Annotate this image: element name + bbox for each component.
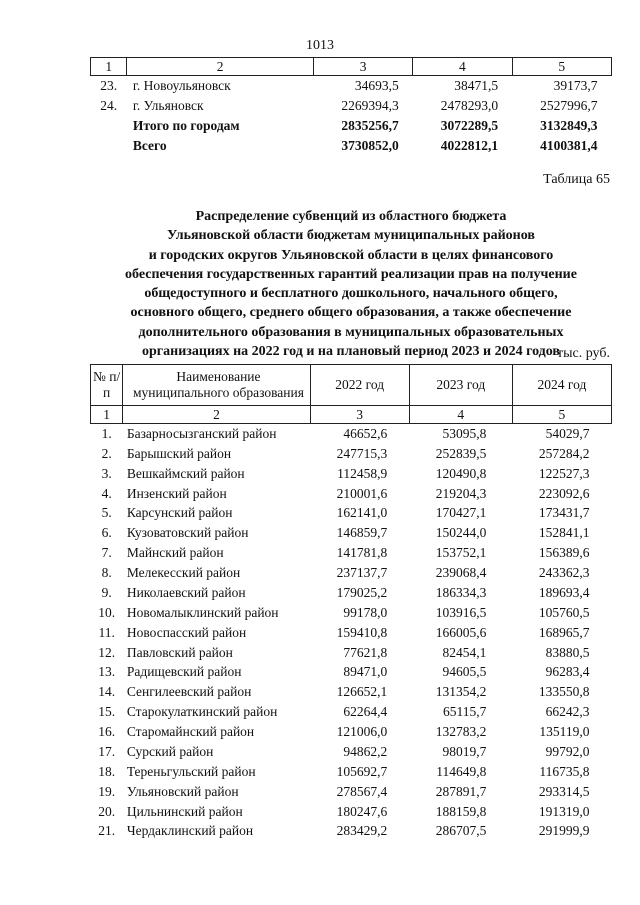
value-2022: 2269394,3	[341, 98, 399, 113]
value-2023: 188159,8	[435, 803, 487, 819]
row-number: 4.	[101, 485, 112, 501]
value-2023: 186334,3	[435, 584, 487, 600]
table-row	[91, 96, 612, 116]
value-2024: 54029,7	[545, 425, 590, 441]
municipality-name: Мелекесский район	[126, 565, 241, 581]
row-number: 17.	[98, 743, 116, 759]
table-row	[91, 523, 612, 543]
value-2022: 2835256,7	[341, 118, 399, 133]
continuation-header-row	[91, 58, 612, 76]
header-2022: 2022 год	[310, 365, 409, 406]
table-row	[91, 722, 612, 742]
table-row	[91, 742, 612, 762]
value-2022: 34693,5	[354, 78, 399, 93]
row-number: 20.	[98, 803, 116, 819]
value-2022: 62264,4	[343, 704, 388, 720]
title-line: организациях на 2022 год и на плановый период 2023 и 2024 годов	[142, 344, 560, 360]
value-2022: 162141,0	[336, 505, 388, 521]
row-number: 12.	[98, 644, 116, 660]
value-2022: 210001,6	[336, 485, 388, 501]
title-line: Ульяновской области бюджетам муниципальных районов	[167, 228, 535, 244]
page-number: 1013	[306, 38, 334, 53]
row-number: 21.	[98, 823, 116, 839]
value-2024: 243362,3	[538, 565, 590, 581]
municipality-name: Карсунский район	[126, 505, 233, 521]
row-number: 16.	[98, 724, 116, 740]
municipality-name: г. Новоульяновск	[132, 78, 231, 93]
municipality-name: Вешкаймский район	[126, 465, 245, 481]
value-2023: 53095,8	[442, 425, 487, 441]
value-2022: 77621,8	[343, 644, 388, 660]
value-2024: 2527996,7	[540, 98, 598, 113]
value-2023: 65115,7	[442, 704, 487, 720]
table-row	[91, 782, 612, 802]
total-label: Итого по городам	[132, 118, 240, 133]
value-2024: 105760,5	[538, 604, 590, 620]
table-row	[91, 682, 612, 702]
column-number: 5	[512, 406, 611, 424]
municipality-name: Кузоватовский район	[126, 525, 249, 541]
value-2023: 287891,7	[435, 783, 487, 799]
header-name: Наименование муниципального образования	[123, 365, 310, 406]
value-2024: 122527,3	[538, 465, 590, 481]
value-2023: 120490,8	[435, 465, 487, 481]
value-2023: 153752,1	[435, 545, 487, 561]
header-cell: 4	[413, 58, 512, 76]
main-header-row	[91, 365, 612, 406]
municipality-name: Николаевский район	[126, 584, 246, 600]
row-number: 1.	[101, 425, 112, 441]
table-row	[91, 663, 612, 683]
value-2022: 141781,8	[336, 545, 388, 561]
total-label: Всего	[132, 138, 167, 153]
value-2023: 3072289,5	[440, 118, 499, 133]
title-line: основного общего, среднего общего образования, а также обеспечение	[130, 305, 572, 321]
value-2022: 278567,4	[336, 783, 388, 799]
value-2024: 96283,4	[545, 664, 590, 680]
row-number: 5.	[101, 505, 112, 521]
table-row	[91, 762, 612, 782]
value-2024: 191319,0	[538, 803, 590, 819]
header-2023: 2023 год	[409, 365, 512, 406]
value-2024: 173431,7	[538, 505, 590, 521]
value-2023: 286707,5	[435, 823, 487, 839]
value-2024: 133550,8	[538, 684, 590, 700]
municipality-name: Цильнинский район	[126, 803, 243, 819]
value-2022: 159410,8	[336, 624, 388, 640]
table-row	[91, 504, 612, 524]
value-2022: 180247,6	[336, 803, 388, 819]
value-2024: 4100381,4	[540, 138, 598, 153]
value-2024: 156389,6	[538, 545, 590, 561]
table-row	[91, 444, 612, 464]
value-2024: 152841,1	[538, 525, 590, 541]
column-number: 1	[91, 406, 123, 424]
header-cell: 3	[313, 58, 412, 76]
value-2023: 131354,2	[435, 684, 487, 700]
municipality-name: г. Ульяновск	[132, 98, 204, 113]
value-2024: 223092,6	[538, 485, 590, 501]
row-number: 23.	[100, 78, 118, 93]
value-2024: 66242,3	[545, 704, 590, 720]
column-number-row	[91, 406, 612, 424]
table-title	[90, 207, 612, 361]
units-label: тыс. руб.	[557, 346, 610, 361]
value-2023: 150244,0	[435, 525, 487, 541]
value-2022: 247715,3	[336, 445, 388, 461]
title-line: общедоступного и бесплатного дошкольного, начального общего,	[144, 286, 558, 302]
row-number: 7.	[101, 545, 112, 561]
row-number: 2.	[101, 445, 112, 461]
value-2022: 46652,6	[343, 425, 388, 441]
value-2022: 89471,0	[343, 664, 388, 680]
value-2024: 39173,7	[553, 78, 598, 93]
value-2023: 4022812,1	[440, 138, 499, 153]
municipality-name: Ульяновский район	[126, 783, 239, 799]
title-line: дополнительного образования в муниципальных образовательных	[138, 324, 564, 340]
value-2023: 38471,5	[454, 78, 499, 93]
value-2023: 252839,5	[435, 445, 487, 461]
table-row	[91, 583, 612, 603]
value-2023: 239068,4	[435, 565, 487, 581]
row-number: 24.	[100, 98, 118, 113]
subvention-table	[90, 364, 612, 841]
total-row-all	[91, 136, 612, 156]
value-2024: 135119,0	[539, 724, 590, 740]
column-number: 3	[310, 406, 409, 424]
value-2024: 168965,7	[538, 624, 590, 640]
row-number: 15.	[98, 704, 116, 720]
table-row	[91, 484, 612, 504]
row-number: 10.	[98, 604, 116, 620]
value-2022: 237137,7	[336, 565, 388, 581]
table-row	[91, 702, 612, 722]
value-2023: 2478293,0	[440, 98, 499, 113]
value-2023: 103916,5	[435, 604, 487, 620]
municipality-name: Барышский район	[126, 445, 232, 461]
total-row-cities	[91, 116, 612, 136]
table-row	[91, 822, 612, 842]
value-2023: 94605,5	[442, 664, 487, 680]
row-number: 19.	[98, 783, 116, 799]
header-cell: 1	[91, 58, 127, 76]
row-number: 14.	[98, 684, 116, 700]
value-2022: 179025,2	[336, 584, 388, 600]
row-number: 9.	[101, 584, 112, 600]
continuation-table	[90, 57, 612, 156]
table-row	[91, 643, 612, 663]
row-number: 18.	[98, 763, 116, 779]
value-2022: 94862,2	[343, 743, 388, 759]
municipality-name: Сенгилеевский район	[126, 684, 252, 700]
municipality-name: Инзенский район	[126, 485, 227, 501]
value-2022: 99178,0	[343, 604, 388, 620]
header-num: № п/п	[91, 365, 123, 406]
value-2023: 82454,1	[442, 644, 487, 660]
value-2024: 293314,5	[538, 783, 590, 799]
value-2024: 99792,0	[545, 743, 590, 759]
column-number: 2	[123, 406, 310, 424]
title-line: Распределение субвенций из областного бюджета	[195, 209, 507, 224]
value-2024: 83880,5	[545, 644, 590, 660]
municipality-name: Старокулаткинский район	[126, 704, 278, 720]
value-2022: 105692,7	[336, 763, 388, 779]
row-number: 3.	[101, 465, 112, 481]
row-number: 13.	[98, 664, 116, 680]
column-number: 4	[409, 406, 512, 424]
row-number: 6.	[101, 525, 112, 541]
table-caption: Таблица 65	[543, 172, 610, 187]
value-2024: 257284,2	[538, 445, 590, 461]
value-2023: 166005,6	[435, 624, 487, 640]
value-2023: 132783,2	[435, 724, 487, 740]
value-2022: 3730852,0	[341, 138, 399, 153]
header-cell: 5	[512, 58, 611, 76]
value-2023: 170427,1	[435, 505, 487, 521]
table-row	[91, 603, 612, 623]
value-2022: 112458,9	[337, 465, 388, 481]
value-2022: 121006,0	[336, 724, 388, 740]
value-2023: 114649,8	[436, 763, 487, 779]
header-cell: 2	[127, 58, 314, 76]
value-2024: 3132849,3	[540, 118, 598, 133]
table-row	[91, 464, 612, 484]
municipality-name: Тереньгульский район	[126, 763, 256, 779]
municipality-name: Павловский район	[126, 644, 233, 660]
table-row	[91, 563, 612, 583]
table-row	[91, 802, 612, 822]
value-2023: 219204,3	[435, 485, 487, 501]
municipality-name: Новомалыклинский район	[126, 604, 279, 620]
municipality-name: Чердаклинский район	[126, 823, 254, 839]
municipality-name: Новоспасский район	[126, 624, 247, 640]
title-line: обеспечения государственных гарантий реализации прав на получение	[125, 266, 577, 282]
value-2022: 146859,7	[336, 525, 388, 541]
value-2024: 291999,9	[538, 823, 590, 839]
table-row	[91, 76, 612, 97]
title-line: и городских округов Ульяновской области в целях финансового	[148, 247, 554, 263]
row-number: 11.	[98, 624, 115, 640]
municipality-name: Сурский район	[126, 743, 214, 759]
municipality-name: Радищевский район	[126, 664, 242, 680]
value-2022: 283429,2	[336, 823, 388, 839]
municipality-name: Старомайнский район	[126, 724, 255, 740]
table-row	[91, 424, 612, 444]
value-2023: 98019,7	[442, 743, 487, 759]
municipality-name: Майнский район	[126, 545, 224, 561]
value-2024: 116735,8	[539, 763, 590, 779]
value-2024: 189693,4	[538, 584, 590, 600]
table-row	[91, 543, 612, 563]
header-2024: 2024 год	[512, 365, 611, 406]
municipality-name: Базарносызганский район	[126, 425, 277, 441]
value-2022: 126652,1	[336, 684, 388, 700]
table-row	[91, 623, 612, 643]
row-number: 8.	[101, 565, 112, 581]
